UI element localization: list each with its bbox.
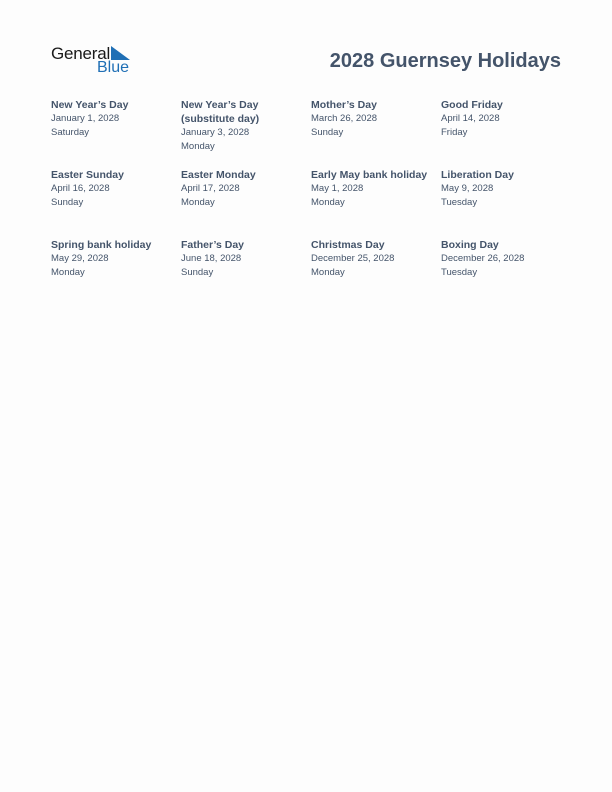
holiday-item (311, 238, 439, 279)
holiday-item (181, 168, 309, 209)
holiday-weekday: Tuesday (441, 266, 478, 278)
holiday-name: Mother’s Day (311, 99, 377, 111)
holiday-item (51, 168, 179, 209)
holiday-name: Father’s Day (181, 239, 245, 251)
holiday-date: April 16, 2028 (51, 183, 110, 194)
holiday-name: Boxing Day (441, 239, 499, 251)
holiday-name: Early May bank holiday (311, 169, 428, 181)
logo-blue-text: Blue (97, 59, 130, 76)
holiday-weekday: Monday (181, 140, 215, 152)
holiday-name: New Year’s Day (51, 99, 129, 111)
holiday-date: January 3, 2028 (181, 127, 250, 138)
holiday-name: Easter Monday (181, 169, 256, 181)
triangle-flag-icon (111, 46, 130, 60)
holiday-weekday: Monday (311, 266, 345, 278)
holiday-weekday: Sunday (311, 126, 344, 138)
holiday-name: Christmas Day (311, 239, 385, 251)
holiday-name: Liberation Day (441, 169, 514, 181)
holiday-weekday: Monday (51, 266, 85, 278)
generalblue-logo (51, 44, 141, 78)
holiday-item (441, 168, 569, 209)
holiday-date: June 18, 2028 (181, 253, 242, 264)
holiday-item (51, 238, 179, 279)
holiday-date: May 29, 2028 (51, 253, 109, 264)
page-title: 2028 Guernsey Holidays (329, 50, 561, 72)
holiday-weekday: Saturday (51, 126, 90, 138)
holiday-name: Spring bank holiday (51, 239, 152, 251)
holiday-weekday: Tuesday (441, 196, 478, 208)
holiday-item (441, 238, 569, 279)
holiday-weekday: Monday (181, 196, 215, 208)
holiday-date: December 26, 2028 (441, 253, 525, 264)
holiday-item (181, 238, 309, 279)
holiday-weekday: Sunday (181, 266, 214, 278)
holiday-item (181, 98, 281, 153)
holiday-item (311, 98, 439, 139)
holiday-date: May 1, 2028 (311, 183, 364, 194)
holiday-name: Easter Sunday (51, 169, 124, 181)
holiday-date: December 25, 2028 (311, 253, 395, 264)
holiday-weekday: Friday (441, 126, 468, 138)
holiday-item (51, 98, 179, 139)
holiday-date: January 1, 2028 (51, 113, 120, 124)
holiday-date: March 26, 2028 (311, 113, 378, 124)
holiday-weekday: Sunday (51, 196, 84, 208)
holiday-item (441, 98, 569, 139)
holiday-date: May 9, 2028 (441, 183, 494, 194)
holiday-name: New Year’s Day (substitute day) (181, 99, 260, 125)
holiday-date: April 14, 2028 (441, 113, 500, 124)
holiday-weekday: Monday (311, 196, 345, 208)
holiday-item (311, 168, 439, 209)
logo-general-text: General (51, 44, 111, 63)
holiday-name: Good Friday (441, 99, 503, 111)
holiday-date: April 17, 2028 (181, 183, 240, 194)
